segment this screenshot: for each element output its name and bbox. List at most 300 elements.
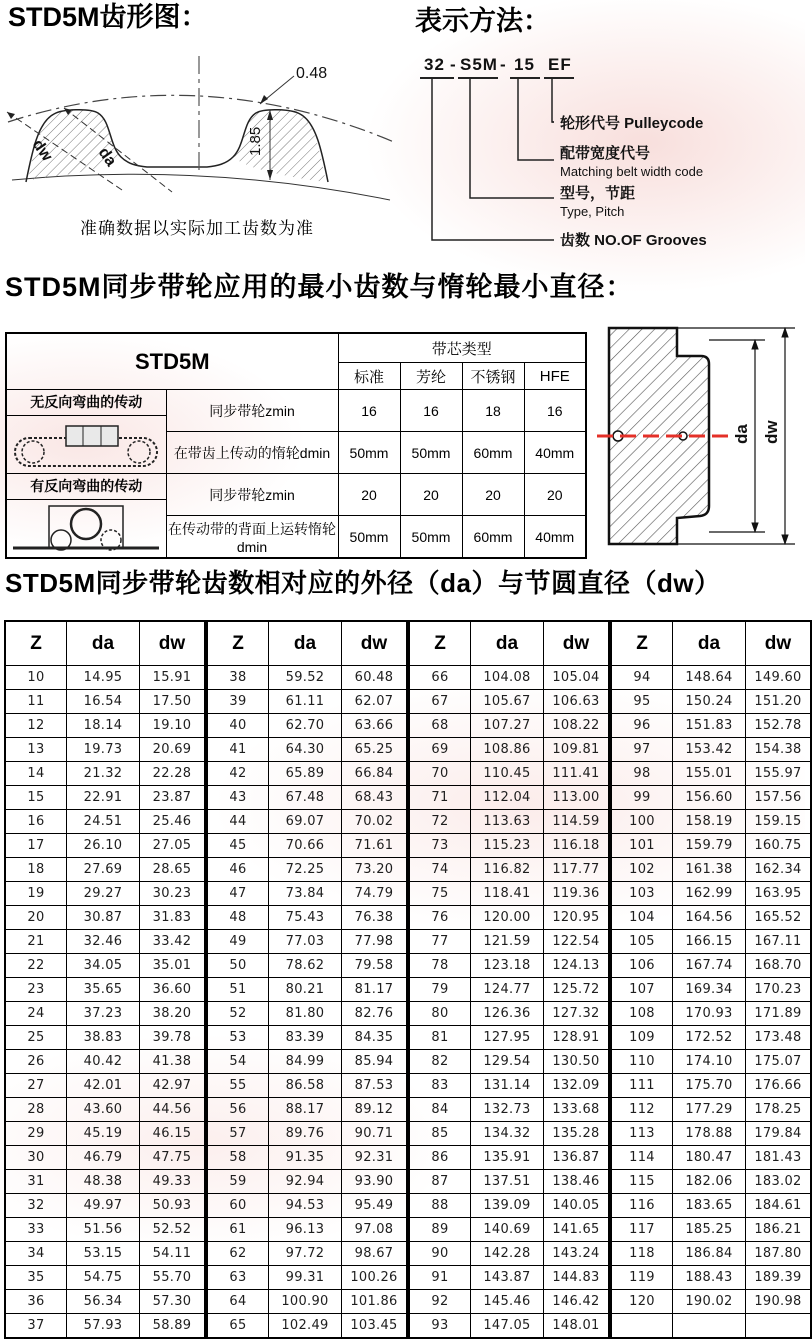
cell: 73.20 <box>342 858 408 882</box>
cell: 94 <box>611 666 673 690</box>
cell: 112.04 <box>471 786 544 810</box>
cell: 123.18 <box>471 954 544 978</box>
cell: 101 <box>611 834 673 858</box>
table-row <box>5 1074 205 1098</box>
designation-title: 表示方法： <box>415 6 550 36</box>
table-row <box>5 738 205 762</box>
table-row <box>207 1146 407 1170</box>
cell: 69.07 <box>269 810 342 834</box>
column-header-z: Z <box>409 621 471 666</box>
cell: 179.84 <box>746 1122 812 1146</box>
cell: 38.20 <box>140 1002 206 1026</box>
cell: 126.36 <box>471 1002 544 1026</box>
cell: 58.89 <box>140 1314 206 1339</box>
cell: 108.86 <box>471 738 544 762</box>
cell: 49.33 <box>140 1170 206 1194</box>
cell: 119 <box>611 1266 673 1290</box>
cell-value: 16 <box>524 390 586 432</box>
min-table-corner: STD5M <box>6 333 338 390</box>
cell: 63 <box>207 1266 269 1290</box>
cell: 32 <box>5 1194 67 1218</box>
cell: 51.56 <box>67 1218 140 1242</box>
cell: 112 <box>611 1098 673 1122</box>
table-row <box>409 1146 609 1170</box>
cell: 49 <box>207 930 269 954</box>
table-row <box>5 1098 205 1122</box>
cell: 190.98 <box>746 1290 812 1314</box>
cell: 148.64 <box>673 666 746 690</box>
table-row <box>207 810 407 834</box>
cell: 94.53 <box>269 1194 342 1218</box>
cell: 84.35 <box>342 1026 408 1050</box>
table-row <box>5 666 205 690</box>
cell: 99 <box>611 786 673 810</box>
cell: 30.87 <box>67 906 140 930</box>
table-row <box>207 666 407 690</box>
cell: 30.23 <box>140 882 206 906</box>
cell: 56 <box>207 1098 269 1122</box>
dim-048-label: 0.48 <box>296 65 328 82</box>
cell: 30 <box>5 1146 67 1170</box>
cell: 129.54 <box>471 1050 544 1074</box>
table-row <box>207 978 407 1002</box>
column-header-z: Z <box>5 621 67 666</box>
cell: 57.30 <box>140 1290 206 1314</box>
cell: 84.99 <box>269 1050 342 1074</box>
cell: 95.49 <box>342 1194 408 1218</box>
table-row <box>207 858 407 882</box>
cell: 118.41 <box>471 882 544 906</box>
cell: 70.66 <box>269 834 342 858</box>
cell: 120.95 <box>544 906 610 930</box>
table-row <box>611 714 811 738</box>
group-reverse-label: 有反向弯曲的传动 <box>7 474 166 500</box>
row-desc: 同步带轮zmin <box>166 474 338 516</box>
core-type-aramid: 芳纶 <box>400 363 462 390</box>
cell: 42 <box>207 762 269 786</box>
cell: 46 <box>207 858 269 882</box>
table-row <box>5 858 205 882</box>
cell: 131.14 <box>471 1074 544 1098</box>
cell: 59.52 <box>269 666 342 690</box>
cell: 90.71 <box>342 1122 408 1146</box>
cell: 178.25 <box>746 1098 812 1122</box>
cell: 32.46 <box>67 930 140 954</box>
table-row <box>409 714 609 738</box>
group-no-reverse-bend <box>6 390 166 474</box>
table-row <box>409 1074 609 1098</box>
label-belt-width-zh: 配带宽度代号 <box>560 145 651 162</box>
cell: 154.38 <box>746 738 812 762</box>
cell: 20 <box>5 906 67 930</box>
cell: 83 <box>409 1074 471 1098</box>
table-row <box>5 1146 205 1170</box>
cell: 64.30 <box>269 738 342 762</box>
cell: 138.46 <box>544 1170 610 1194</box>
cell-value: 16 <box>338 390 400 432</box>
cell: 117 <box>611 1218 673 1242</box>
table-row <box>207 1050 407 1074</box>
cell: 62.07 <box>342 690 408 714</box>
cell: 17 <box>5 834 67 858</box>
cell: 48 <box>207 906 269 930</box>
cell: 72.25 <box>269 858 342 882</box>
cell: 19.73 <box>67 738 140 762</box>
cell-value: 20 <box>400 474 462 516</box>
table-row <box>5 834 205 858</box>
cell: 104 <box>611 906 673 930</box>
cell: 174.10 <box>673 1050 746 1074</box>
cell: 31 <box>5 1170 67 1194</box>
cell: 60 <box>207 1194 269 1218</box>
table-row <box>207 738 407 762</box>
cell: 31.83 <box>140 906 206 930</box>
cell-value: 40mm <box>524 432 586 474</box>
cell: 19.10 <box>140 714 206 738</box>
cell: 16.54 <box>67 690 140 714</box>
table-row <box>207 1218 407 1242</box>
cell: 53.15 <box>67 1242 140 1266</box>
cell: 150.24 <box>673 690 746 714</box>
cell: 188.43 <box>673 1266 746 1290</box>
cell: 76.38 <box>342 906 408 930</box>
table-row <box>207 786 407 810</box>
cell: 100.26 <box>342 1266 408 1290</box>
cell: 42.97 <box>140 1074 206 1098</box>
table-row <box>409 882 609 906</box>
cell: 77.03 <box>269 930 342 954</box>
cell: 47.75 <box>140 1146 206 1170</box>
cell: 89.76 <box>269 1122 342 1146</box>
table-row <box>409 690 609 714</box>
cell: 102.49 <box>269 1314 342 1339</box>
table-row <box>409 834 609 858</box>
cell: 81.80 <box>269 1002 342 1026</box>
table-row <box>207 714 407 738</box>
cell: 182.06 <box>673 1170 746 1194</box>
cell: 124.13 <box>544 954 610 978</box>
cell: 22 <box>5 954 67 978</box>
cell: 60.48 <box>342 666 408 690</box>
cell: 149.60 <box>746 666 812 690</box>
cell: 66.84 <box>342 762 408 786</box>
cell: 103 <box>611 882 673 906</box>
cell: 34 <box>5 1242 67 1266</box>
cell: 120.00 <box>471 906 544 930</box>
table-row <box>611 906 811 930</box>
min-teeth-table <box>5 332 587 559</box>
table-row <box>409 1122 609 1146</box>
column-header-dw: dw <box>342 621 408 666</box>
cell: 45.19 <box>67 1122 140 1146</box>
table-row <box>409 1314 609 1339</box>
cell: 33.42 <box>140 930 206 954</box>
cell: 141.65 <box>544 1218 610 1242</box>
tooth-profile-diagram <box>2 52 400 212</box>
row-desc: 在带齿上传动的惰轮dmin <box>166 432 338 474</box>
cell: 180.47 <box>673 1146 746 1170</box>
cell: 66 <box>409 666 471 690</box>
cell: 41 <box>207 738 269 762</box>
diameter-tables <box>4 620 801 1339</box>
table-row <box>611 1122 811 1146</box>
table-row <box>611 762 811 786</box>
cell: 98.67 <box>342 1242 408 1266</box>
cell: 115.23 <box>471 834 544 858</box>
cell: 70.02 <box>342 810 408 834</box>
table-row <box>207 906 407 930</box>
table-row <box>611 1290 811 1314</box>
cell: 55.70 <box>140 1266 206 1290</box>
cell: 183.02 <box>746 1170 812 1194</box>
cell: 18 <box>5 858 67 882</box>
cell: 92 <box>409 1290 471 1314</box>
table-row <box>611 954 811 978</box>
table-row <box>5 786 205 810</box>
cell: 114 <box>611 1146 673 1170</box>
cell: 20.69 <box>140 738 206 762</box>
min-teeth-title: STD5M同步带轮应用的最小齿数与惰轮最小直径： <box>5 272 634 302</box>
code-part-type: S5M <box>460 55 498 74</box>
table-row <box>207 1026 407 1050</box>
cell: 108 <box>611 1002 673 1026</box>
cell: 100 <box>611 810 673 834</box>
table-row <box>611 1170 811 1194</box>
cell: 92.31 <box>342 1146 408 1170</box>
table-row <box>207 1074 407 1098</box>
cell: 27 <box>5 1074 67 1098</box>
cell: 107 <box>611 978 673 1002</box>
cell: 109.81 <box>544 738 610 762</box>
table-row <box>5 1242 205 1266</box>
cell: 135.28 <box>544 1122 610 1146</box>
cell: 65.89 <box>269 762 342 786</box>
table-row <box>611 1002 811 1026</box>
cell: 134.32 <box>471 1122 544 1146</box>
cell: 113.00 <box>544 786 610 810</box>
table-row <box>207 1290 407 1314</box>
cell: 178.88 <box>673 1122 746 1146</box>
table-row <box>207 762 407 786</box>
cell: 167.11 <box>746 930 812 954</box>
table-row <box>207 1170 407 1194</box>
belt-drive-no-reverse-icon <box>11 418 161 472</box>
cell-value: 20 <box>462 474 524 516</box>
cell: 132.09 <box>544 1074 610 1098</box>
table-row <box>611 810 811 834</box>
cell: 116.18 <box>544 834 610 858</box>
table-row <box>207 1242 407 1266</box>
cell: 75.43 <box>269 906 342 930</box>
cell: 54.11 <box>140 1242 206 1266</box>
cell: 98 <box>611 762 673 786</box>
cell: 111.41 <box>544 762 610 786</box>
cell: 157.56 <box>746 786 812 810</box>
cell: 65.25 <box>342 738 408 762</box>
cell: 146.42 <box>544 1290 610 1314</box>
cell: 38.83 <box>67 1026 140 1050</box>
cell: 86 <box>409 1146 471 1170</box>
cell-value: 50mm <box>400 432 462 474</box>
cell: 79 <box>409 978 471 1002</box>
table-row <box>611 1098 811 1122</box>
z-da-dw-table-2 <box>206 620 408 1339</box>
cell: 116 <box>611 1194 673 1218</box>
cell: 162.99 <box>673 882 746 906</box>
cell: 17.50 <box>140 690 206 714</box>
table-row <box>409 1026 609 1050</box>
table-row <box>207 1098 407 1122</box>
cell: 52 <box>207 1002 269 1026</box>
cross-dw-label: dw <box>762 420 781 444</box>
column-header-dw: dw <box>746 621 812 666</box>
cell: 37 <box>5 1314 67 1339</box>
table-row <box>409 858 609 882</box>
column-header-da: da <box>67 621 140 666</box>
table-row <box>409 810 609 834</box>
cell: 44.56 <box>140 1098 206 1122</box>
cell: 69 <box>409 738 471 762</box>
cell: 169.34 <box>673 978 746 1002</box>
cell-value: 50mm <box>338 432 400 474</box>
cell: 104.08 <box>471 666 544 690</box>
cell: 128.91 <box>544 1026 610 1050</box>
cell: 166.15 <box>673 930 746 954</box>
cell: 85 <box>409 1122 471 1146</box>
cell: 124.77 <box>471 978 544 1002</box>
cell: 95 <box>611 690 673 714</box>
cell: 116.82 <box>471 858 544 882</box>
cell: 27.69 <box>67 858 140 882</box>
cell: 101.86 <box>342 1290 408 1314</box>
column-header-da: da <box>269 621 342 666</box>
cell: 130.50 <box>544 1050 610 1074</box>
table-row <box>207 690 407 714</box>
cell: 121.59 <box>471 930 544 954</box>
table-row <box>611 858 811 882</box>
table-row <box>207 1194 407 1218</box>
cell: 136.87 <box>544 1146 610 1170</box>
table-row <box>5 690 205 714</box>
table-row <box>611 738 811 762</box>
cell: 28 <box>5 1098 67 1122</box>
cell: 76 <box>409 906 471 930</box>
cell: 165.52 <box>746 906 812 930</box>
cell: 176.66 <box>746 1074 812 1098</box>
table-row <box>611 1194 811 1218</box>
cell: 140.05 <box>544 1194 610 1218</box>
cell: 71 <box>409 786 471 810</box>
cell: 62.70 <box>269 714 342 738</box>
cell: 117.77 <box>544 858 610 882</box>
cell: 155.97 <box>746 762 812 786</box>
cell: 77 <box>409 930 471 954</box>
cell: 21 <box>5 930 67 954</box>
table-row <box>5 882 205 906</box>
table-row <box>611 786 811 810</box>
table-row <box>611 1242 811 1266</box>
column-header-z: Z <box>611 621 673 666</box>
table-row <box>409 954 609 978</box>
table-row <box>611 834 811 858</box>
cell: 71.61 <box>342 834 408 858</box>
cell: 23.87 <box>140 786 206 810</box>
table-row <box>5 1002 205 1026</box>
table-row <box>207 882 407 906</box>
cell: 110 <box>611 1050 673 1074</box>
cell: 58 <box>207 1146 269 1170</box>
column-header-da: da <box>471 621 544 666</box>
cell: 184.61 <box>746 1194 812 1218</box>
table-row <box>5 714 205 738</box>
table-row <box>611 1218 811 1242</box>
table-row <box>5 762 205 786</box>
cell: 139.09 <box>471 1194 544 1218</box>
cell: 105.67 <box>471 690 544 714</box>
cell: 152.78 <box>746 714 812 738</box>
tooth-profile-note: 准确数据以实际加工齿数为准 <box>80 219 314 238</box>
cell: 122.54 <box>544 930 610 954</box>
cell: 85.94 <box>342 1050 408 1074</box>
cell: 34.05 <box>67 954 140 978</box>
cell: 171.89 <box>746 1002 812 1026</box>
cell: 151.20 <box>746 690 812 714</box>
cell: 56.34 <box>67 1290 140 1314</box>
cell: 25.46 <box>140 810 206 834</box>
table-row <box>5 1170 205 1194</box>
cell-value: 50mm <box>338 516 400 559</box>
cell: 27.05 <box>140 834 206 858</box>
cell: 167.74 <box>673 954 746 978</box>
cell: 118 <box>611 1242 673 1266</box>
table-row <box>611 1050 811 1074</box>
cell: 39.78 <box>140 1026 206 1050</box>
cell: 80.21 <box>269 978 342 1002</box>
cell: 43 <box>207 786 269 810</box>
cell: 120 <box>611 1290 673 1314</box>
cell: 91 <box>409 1266 471 1290</box>
cell: 159.79 <box>673 834 746 858</box>
cell: 113 <box>611 1122 673 1146</box>
table-row <box>409 1290 609 1314</box>
cell: 57.93 <box>67 1314 140 1339</box>
table-row <box>611 1146 811 1170</box>
cell: 14 <box>5 762 67 786</box>
cell: 50.93 <box>140 1194 206 1218</box>
cell: 97.08 <box>342 1218 408 1242</box>
cell: 74.79 <box>342 882 408 906</box>
cell: 10 <box>5 666 67 690</box>
cell: 87.53 <box>342 1074 408 1098</box>
belt-drive-reverse-icon <box>11 502 161 556</box>
cell: 21.32 <box>67 762 140 786</box>
cell: 40.42 <box>67 1050 140 1074</box>
cell: 55 <box>207 1074 269 1098</box>
table-row <box>611 882 811 906</box>
cell: 172.52 <box>673 1026 746 1050</box>
cell: 102 <box>611 858 673 882</box>
table-row <box>409 762 609 786</box>
cell: 81 <box>409 1026 471 1050</box>
cell: 63.66 <box>342 714 408 738</box>
cell <box>673 1314 746 1339</box>
cell: 40 <box>207 714 269 738</box>
table-row <box>611 690 811 714</box>
table-row <box>207 1266 407 1290</box>
cell: 88.17 <box>269 1098 342 1122</box>
cell: 186.21 <box>746 1218 812 1242</box>
cell: 127.32 <box>544 1002 610 1026</box>
